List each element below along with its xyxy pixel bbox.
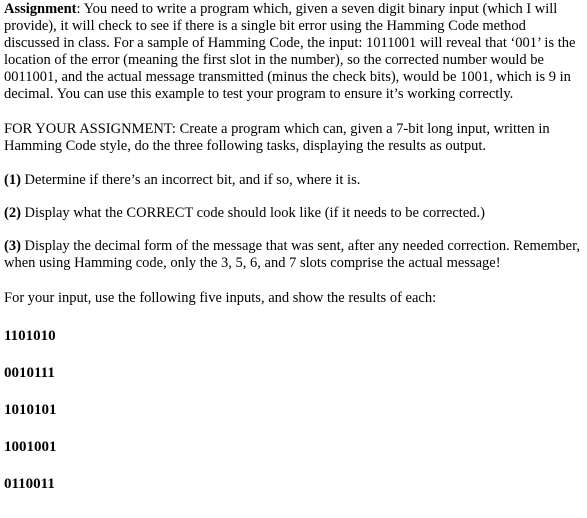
task-text: Determine if there’s an incorrect bit, and if so, where it is. [20, 172, 361, 188]
task-1 [4, 172, 583, 189]
binary-input: 0010111 [4, 365, 55, 381]
binary-input: 1101010 [4, 328, 56, 344]
assignment-label: Assignment [4, 1, 77, 17]
assignment-paragraph: FOR YOUR ASSIGNMENT: Create a program which can, given a 7-bit long input, written in Hamming Code style, do the three following tasks, displaying the results as output. [4, 121, 550, 154]
task-number: (3) [4, 238, 21, 254]
task-text: Display what the CORRECT code should look like (if it needs to be corrected.) [20, 205, 485, 221]
task-text: Display the decimal form of the message that was sent, after any needed correction. Remember, when using Hamming code, only the 3, 5, 6, and 7 slots comprise the actual message! [4, 238, 580, 271]
task-3 [4, 238, 583, 272]
inputs-intro: For your input, use the following five inputs, and show the results of each: [4, 290, 437, 306]
intro-paragraph [4, 0, 583, 103]
binary-input: 0110011 [4, 476, 55, 492]
binary-input: 1010101 [4, 402, 57, 418]
task-number: (2) [4, 205, 21, 221]
intro-text: : You need to write a program which, given a seven digit binary input (which I will provide), it will check to see if there is a single bit error using the Hamming Code method discussed in class. For a sample of Hamming Code, the input: 1011001 will reveal that ‘001’ is the location of the error (meaning the first slot in the number), so the corrected number would be 0011001, and the actual message transmitted (minus the check bits), would be 1001, which is 9 in decimal. You can use this example to test your program to ensure it’s working correctly. [4, 1, 576, 102]
task-2 [4, 205, 583, 222]
task-number: (1) [4, 172, 21, 188]
binary-input: 1001001 [4, 439, 57, 455]
